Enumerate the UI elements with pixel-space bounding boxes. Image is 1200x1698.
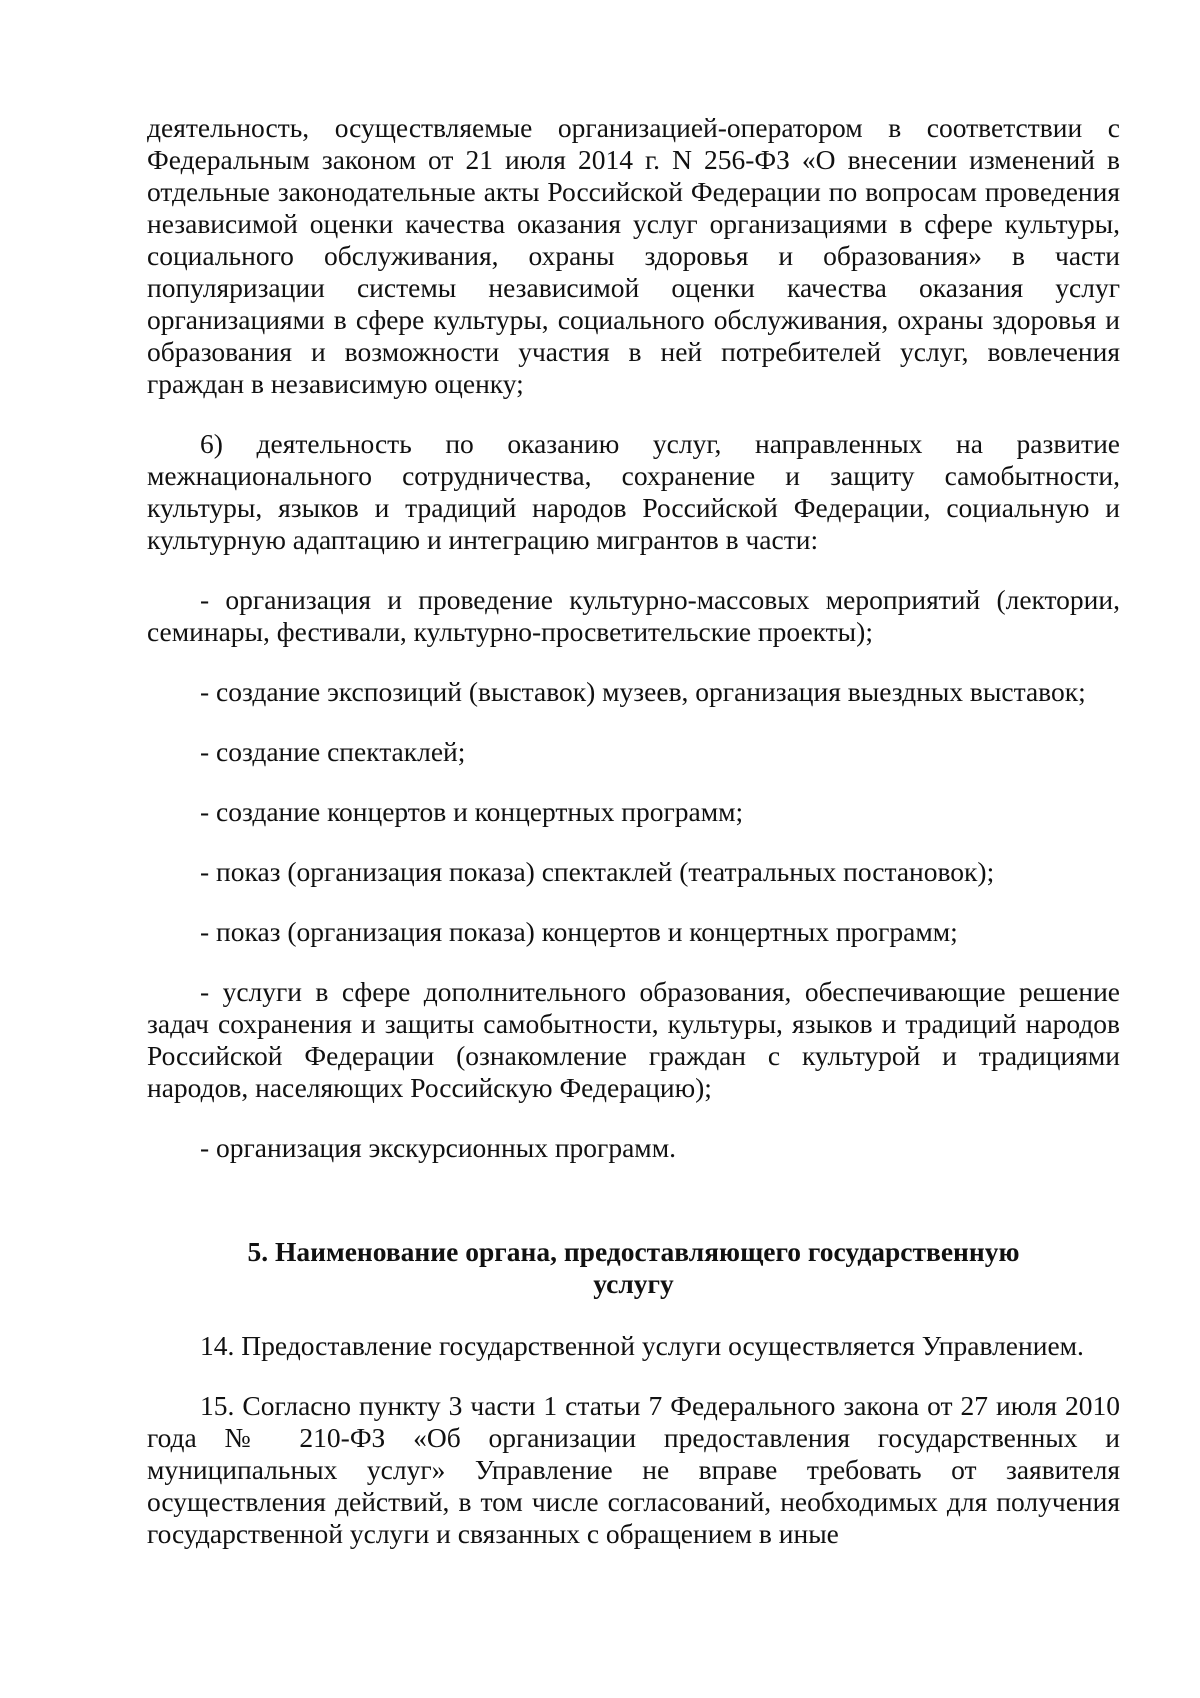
list-item-events: - организация и проведение культурно-массовых мероприятий (лектории, семинары, фестивали, культурно-просветительские проекты); [147, 584, 1120, 647]
list-item-performances: - создание спектаклей; [200, 736, 466, 767]
section-heading: 5. Наименование органа, предоставляющего государственную услугу [247, 1236, 1020, 1299]
document-body [147, 112, 1120, 1550]
list-item-excursions: - организация экскурсионных программ. [200, 1132, 676, 1163]
list-item-expositions: - создание экспозиций (выставок) музеев, организация выездных выставок; [200, 676, 1086, 707]
paragraph-continuation: деятельность, осуществляемые организацией-оператором в соответствии с Федеральным законом от 21 июля 2014 г. N 256-ФЗ «О внесении изменений в отдельные законодательные акты Российской Федерации по вопросам проведения независимой оценки качества оказания услуг организациями в сфере культуры, социального обслуживания, охраны здоровья и образования» в части популяризации системы независимой оценки качества оказания услуг организациями в сфере культуры, социального обслуживания, охраны здоровья и образования и возможности участия в ней потребителей услуг, вовлечения граждан в независимую оценку; [147, 112, 1120, 399]
paragraph-15: 15. Согласно пункту 3 части 1 статьи 7 Федерального закона от 27 июля 2010 года № 210-ФЗ «Об организации предоставления государственных и муниципальных услуг» Управление не вправе требовать от заявителя осуществления действий, в том числе согласований, необходимых для получения государственной услуги и связанных с обращением в иные [147, 1390, 1120, 1549]
list-item-show-concerts: - показ (организация показа) концертов и концертных программ; [200, 916, 958, 947]
paragraph-14: 14. Предоставление государственной услуги осуществляется Управлением. [200, 1330, 1084, 1361]
list-item-concerts: - создание концертов и концертных программ; [200, 796, 744, 827]
paragraph-item-6: 6) деятельность по оказанию услуг, направленных на развитие межнационального сотрудничества, сохранение и защиту самобытности, культуры, языков и традиций народов Российской Федерации, социальную и культурную адаптацию и интеграцию мигрантов в части: [147, 428, 1120, 555]
list-item-show-performances: - показ (организация показа) спектаклей (театральных постановок); [200, 856, 995, 887]
list-item-education: - услуги в сфере дополнительного образования, обеспечивающие решение задач сохранения и защиты самобытности, культуры, языков и традиций народов Российской Федерации (ознакомление граждан с культурой и традициями народов, населяющих Российскую Федерацию); [147, 976, 1120, 1103]
